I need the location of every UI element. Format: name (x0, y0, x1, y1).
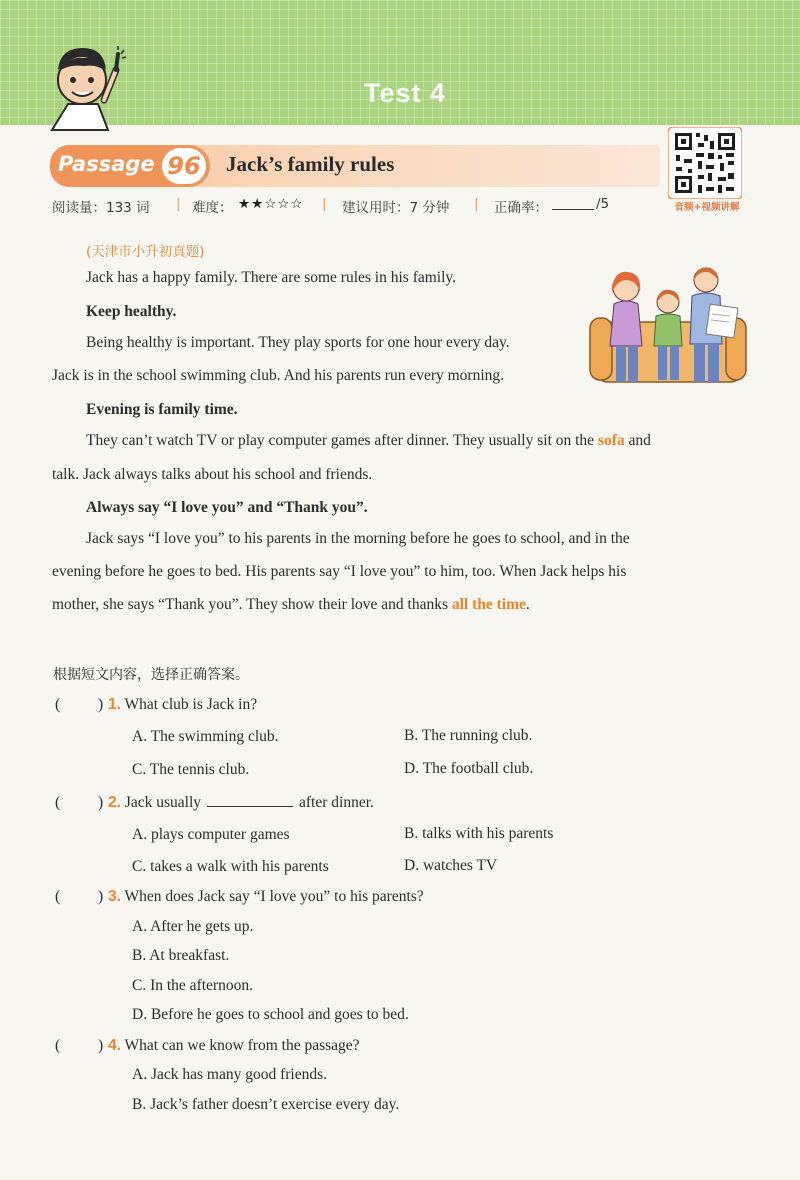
answer-blank-q3[interactable] (64, 888, 96, 908)
question-2 (108, 794, 374, 812)
answer-bracket-open: ( (55, 696, 61, 713)
answer-bracket-close: ) (98, 794, 104, 811)
option-3d[interactable]: D. Before he goes to school and goes to bed. (132, 1006, 409, 1023)
passage-text: and (624, 432, 651, 449)
question-number: 3. (108, 888, 121, 905)
passage-text: . (525, 596, 530, 613)
passage-line: Being healthy is important. They play sports for one hour every day. (86, 334, 510, 351)
highlight-phrase-all-the-time: all the time (451, 596, 526, 613)
question-number: 1. (108, 696, 121, 713)
question-text: after dinner. (299, 794, 374, 811)
test-title: Test 4 (363, 78, 447, 108)
question-number: 2. (108, 794, 121, 811)
option-1c[interactable]: C. The tennis club. (132, 761, 250, 778)
question-text: What club is Jack in? (124, 696, 258, 713)
highlight-word-sofa: sofa (597, 432, 625, 449)
option-2a[interactable]: A. plays computer games (132, 826, 290, 843)
passage-line (52, 596, 530, 614)
question-4 (108, 1037, 360, 1055)
passage-label: Passage (58, 152, 155, 176)
answer-bracket-close: ) (98, 888, 104, 905)
passage-text: They can’t watch TV or play computer games after dinner. They usually sit on the (86, 432, 598, 449)
section-heading: Evening is family time. (86, 401, 238, 418)
qr-caption: 音频+视频讲解 (674, 202, 740, 213)
option-2c[interactable]: C. takes a walk with his parents (132, 858, 329, 875)
passage-line: Jack is in the school swimming club. And his parents run every morning. (52, 367, 505, 384)
answer-blank-q4[interactable] (64, 1037, 96, 1057)
question-text: Jack usually (124, 794, 202, 811)
accuracy-total: /5 (596, 196, 610, 212)
option-3b[interactable]: B. At breakfast. (132, 947, 230, 964)
option-3a[interactable]: A. After he gets up. (132, 918, 254, 935)
option-2b[interactable]: B. talks with his parents (404, 825, 554, 842)
passage-line (86, 432, 651, 450)
option-3c[interactable]: C. In the afternoon. (132, 977, 253, 994)
option-1a[interactable]: A. The swimming club. (132, 728, 279, 745)
passage-meta-row (52, 196, 652, 218)
question-number: 4. (108, 1037, 121, 1054)
option-4b[interactable]: B. Jack’s father doesn’t exercise every day. (132, 1096, 400, 1113)
question-text: What can we know from the passage? (124, 1037, 360, 1054)
meta-separator: | (322, 196, 327, 212)
meta-separator: | (176, 196, 181, 212)
option-2d[interactable]: D. watches TV (404, 857, 498, 874)
question-1 (108, 696, 257, 714)
word-count: 阅读量：133 词 (52, 200, 150, 216)
passage-line: talk. Jack always talks about his school and friends. (52, 466, 373, 483)
answer-bracket-open: ( (55, 794, 61, 811)
option-1d[interactable]: D. The football club. (404, 760, 534, 777)
difficulty-label: 难度： (192, 200, 233, 216)
passage-line: Jack says “I love you” to his parents in the morning before he goes to school, and in the (86, 530, 630, 547)
fill-blank (207, 794, 293, 807)
passage-number: 96 (160, 146, 208, 186)
question-text: When does Jack say “I love you” to his parents? (124, 888, 424, 905)
passage-title: Jack’s family rules (226, 152, 395, 176)
difficulty-stars: ★★☆☆☆ (238, 196, 304, 212)
accuracy-label: 正确率： (494, 200, 548, 216)
question-3 (108, 888, 424, 906)
answer-bracket-open: ( (55, 888, 61, 905)
answer-blank-q2[interactable] (64, 794, 96, 814)
section-heading: Keep healthy. (86, 303, 177, 320)
answer-bracket-open: ( (55, 1037, 61, 1054)
answer-bracket-close: ) (98, 696, 104, 713)
answer-bracket-close: ) (98, 1037, 104, 1054)
family-on-sofa-illustration (588, 262, 748, 392)
qr-code-icon[interactable] (668, 127, 742, 199)
question-instruction: 根据短文内容，选择正确答案。 (53, 667, 249, 683)
meta-separator: | (474, 196, 479, 212)
option-4a[interactable]: A. Jack has many good friends. (132, 1066, 327, 1083)
suggested-time: 建议用时：7 分钟 (342, 200, 450, 216)
passage-line: Jack has a happy family. There are some rules in his family. (86, 269, 457, 286)
option-1b[interactable]: B. The running club. (404, 727, 533, 744)
answer-blank-q1[interactable] (64, 696, 96, 716)
source-note: (天津市小升初真题) (86, 244, 205, 260)
passage-text: mother, she says “Thank you”. They show their love and thanks (52, 596, 452, 613)
section-heading: Always say “I love you” and “Thank you”. (86, 499, 368, 516)
passage-line: evening before he goes to bed. His parents say “I love you” to him, too. When Jack helps his (52, 563, 627, 580)
